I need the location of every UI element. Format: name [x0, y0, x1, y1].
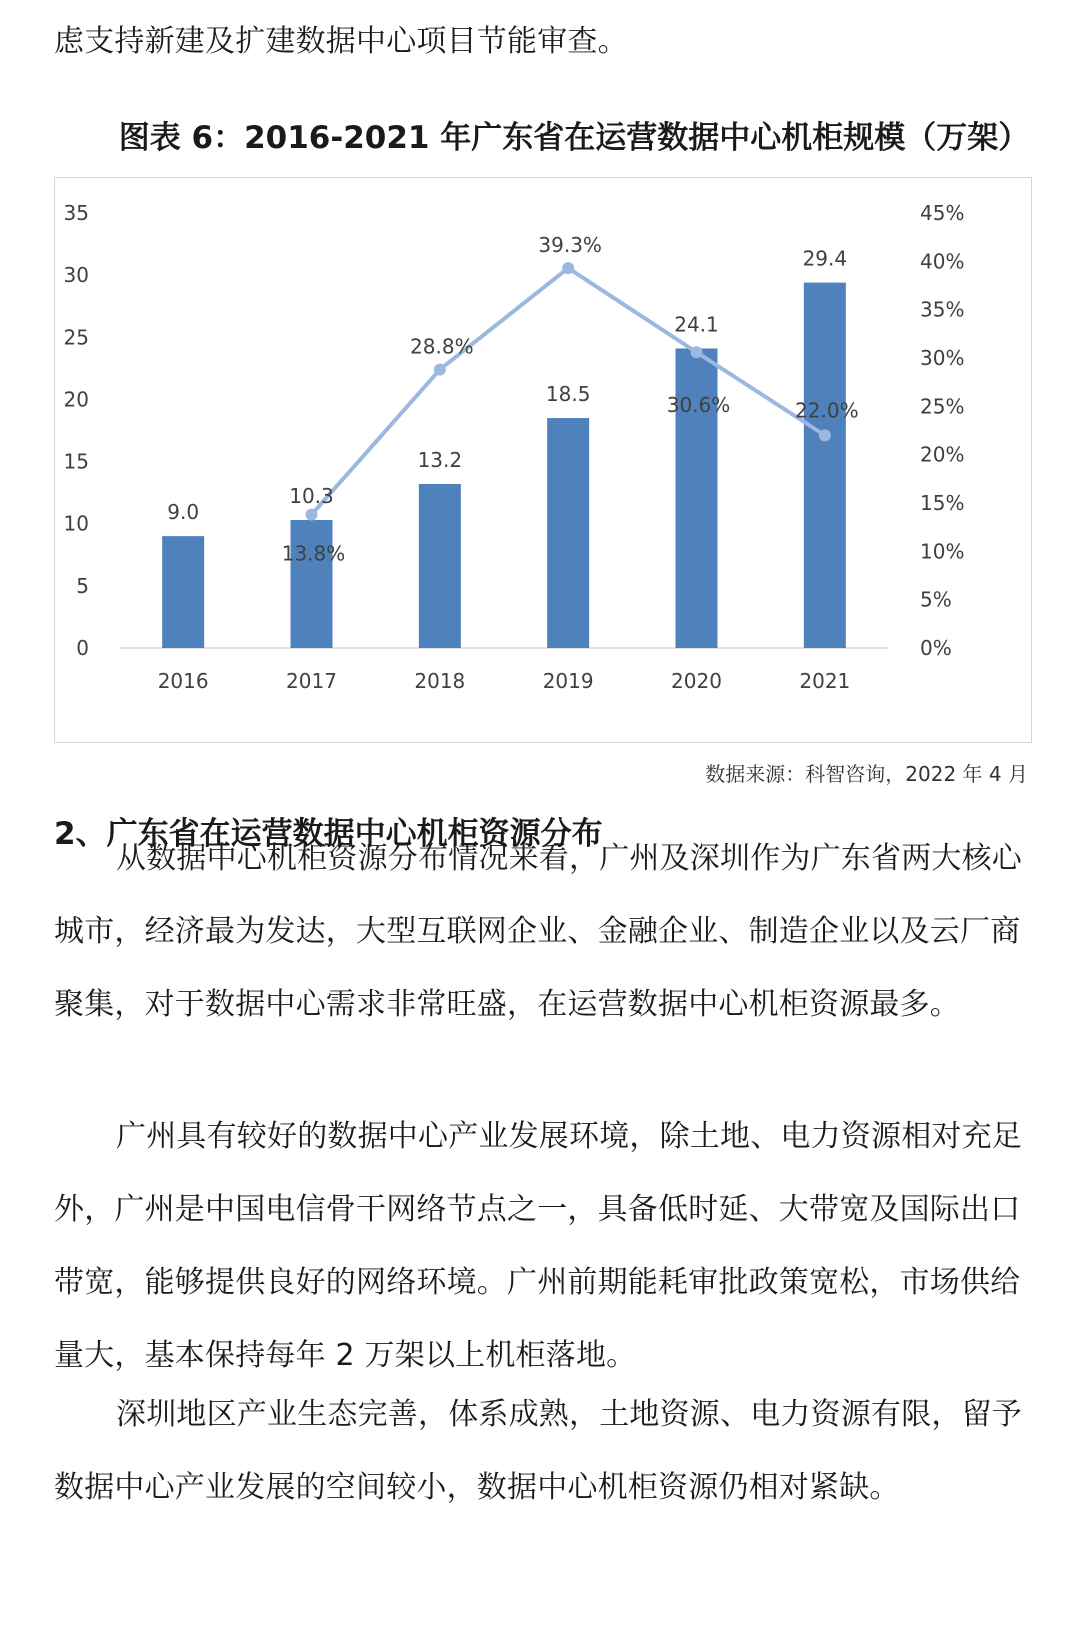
x-tick-label: 2017 — [286, 669, 337, 693]
line-data-label: 22.0% — [795, 398, 859, 423]
x-tick-label: 2020 — [671, 669, 722, 693]
paragraph-distribution: 从数据中心机柜资源分布情况来看，广州及深圳作为广东省两大核心城市，经济最为发达，大型互联网企业、金融企业、制造企业以及云厂商聚集，对于数据中心需求非常旺盛，在运营数据中心机柜资源最多。 — [54, 841, 1022, 1022]
y-tick-label: 20 — [63, 387, 89, 412]
y2-tick-label: 15% — [920, 491, 965, 515]
bar-data-label: 29.4 — [802, 246, 848, 271]
y2-tick-label: 0% — [920, 636, 952, 660]
line-data-label: 13.8% — [281, 541, 346, 566]
y-tick-label: 25 — [63, 325, 89, 350]
y-tick-label: 5 — [76, 573, 89, 598]
y2-tick-label: 30% — [920, 346, 965, 370]
bar-data-label: 13.2 — [417, 447, 463, 472]
line-data-label: 30.6% — [666, 393, 731, 418]
y-tick-label: 10 — [63, 511, 89, 536]
bar-data-label: 9.0 — [167, 500, 200, 525]
bar-data-label: 24.1 — [674, 312, 719, 337]
bar-data-label: 18.5 — [545, 382, 591, 407]
data-source-note: 数据来源：科智咨询，2022 年 4 月 — [705, 762, 1028, 786]
growth-point — [306, 509, 318, 521]
bar — [547, 418, 589, 648]
growth-point — [434, 364, 446, 376]
chart-title: 图表 6：2016-2021 年广东省在运营数据中心机柜规模（万架） — [118, 120, 1030, 156]
cabinet-scale-chart — [55, 178, 1033, 744]
paragraph-intro-end: 虑支持新建及扩建数据中心项目节能审查。 — [54, 24, 628, 59]
y2-tick-label: 5% — [920, 587, 952, 612]
y2-tick-label: 45% — [920, 201, 965, 225]
bar — [162, 536, 204, 648]
x-tick-label: 2019 — [542, 669, 594, 693]
bar-data-label: 10.3 — [289, 483, 334, 508]
bar — [291, 520, 333, 648]
y2-tick-label: 40% — [920, 249, 965, 274]
paragraph-guangzhou: 广州具有较好的数据中心产业发展环境，除土地、电力资源相对充足外，广州是中国电信骨干网络节点之一，具备低时延、大带宽及国际出口带宽，能够提供良好的网络环境。广州前期能耗审批政策宽松，市场供给量大，基本保持每年 2 万架以上机柜落地。 — [54, 1119, 1022, 1373]
bar — [419, 484, 461, 648]
y-tick-label: 30 — [63, 263, 89, 288]
y-tick-label: 0 — [76, 636, 89, 660]
growth-point — [562, 262, 574, 274]
y2-tick-label: 10% — [920, 539, 965, 564]
y-tick-label: 35 — [63, 201, 89, 225]
x-tick-label: 2021 — [799, 669, 851, 693]
y2-tick-label: 20% — [920, 442, 965, 467]
x-tick-label: 2018 — [414, 669, 466, 693]
paragraph-shenzhen: 深圳地区产业生态完善，体系成熟，土地资源、电力资源有限，留予数据中心产业发展的空间较小，数据中心机柜资源仍相对紧缺。 — [54, 1397, 1022, 1505]
growth-point — [691, 346, 703, 358]
y2-tick-label: 25% — [920, 394, 965, 419]
x-tick-label: 2016 — [157, 669, 209, 693]
bar — [804, 283, 846, 648]
y2-tick-label: 35% — [920, 297, 965, 322]
section-heading: 2、广东省在运营数据中心机柜资源分布 — [54, 816, 603, 852]
line-data-label: 39.3% — [538, 233, 602, 258]
growth-point — [819, 429, 831, 441]
line-data-label: 28.8% — [410, 334, 474, 359]
chart-frame — [54, 177, 1032, 743]
y-tick-label: 15 — [63, 449, 89, 474]
